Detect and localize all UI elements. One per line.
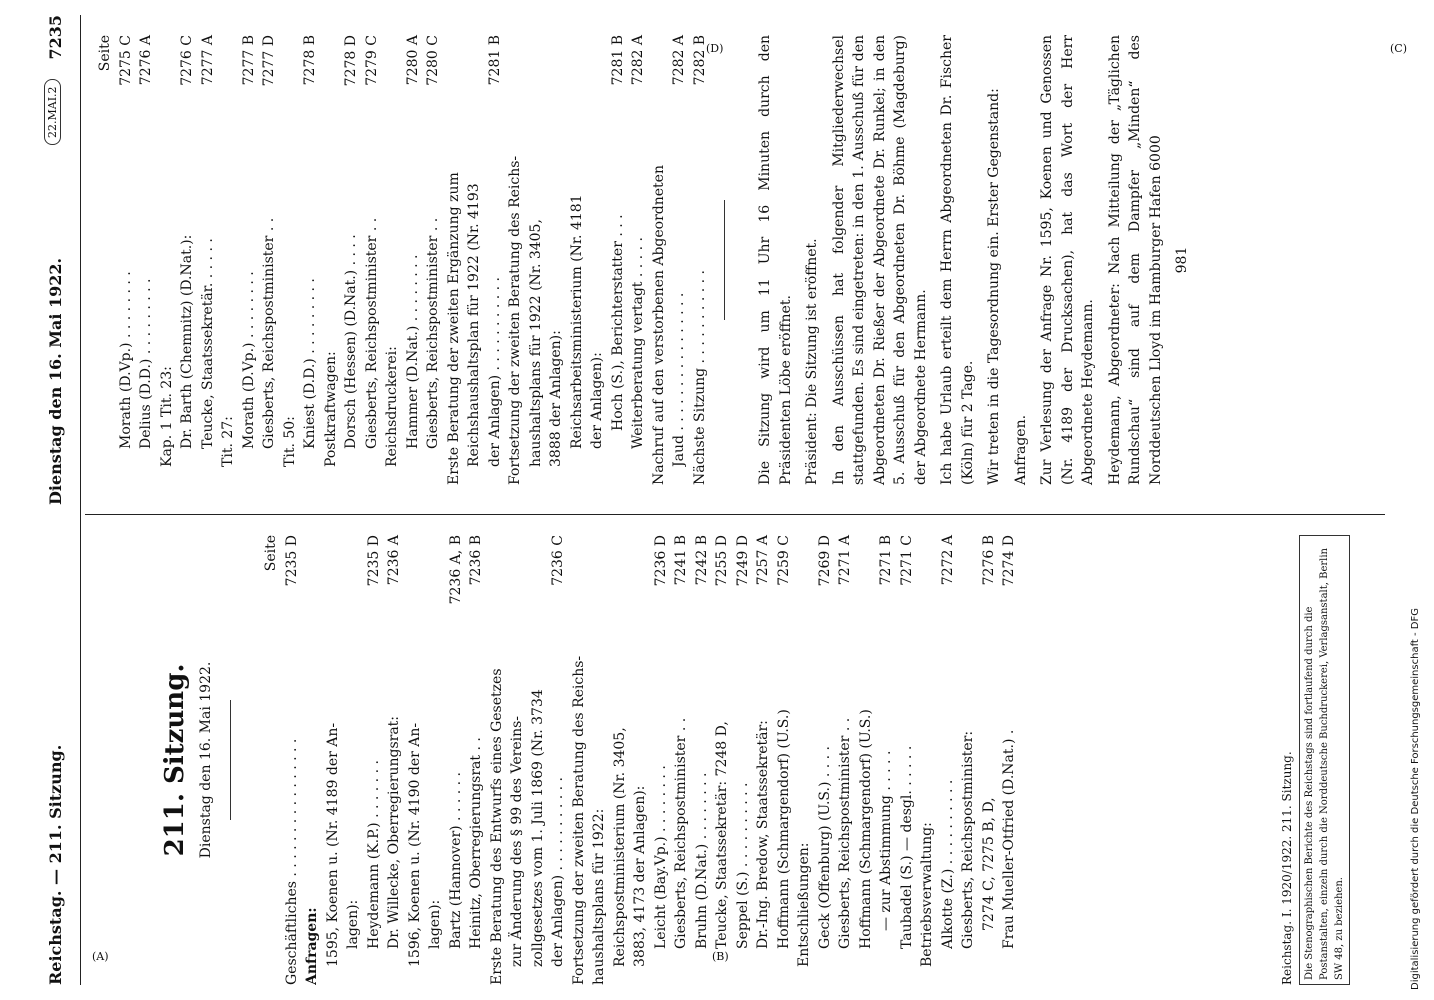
toc-entry: Giesberts, Reichspostminister: xyxy=(960,730,976,949)
toc-row xyxy=(239,35,260,485)
toc-page-ref: 7235 D xyxy=(365,535,382,587)
margin-letter-d: (D) xyxy=(706,42,724,55)
session-paragraph: Zur Verlesung der Anfrage Nr. 1595, Koenen und Genossen (Nr. 4189 der Drucksachen), hat das Wort der Herr Abgeordnete Heydemann. xyxy=(1039,35,1096,485)
toc-page-ref xyxy=(567,35,588,41)
toc-entry: Bruhn (D.Nat.) . . . . . . . . xyxy=(693,772,710,949)
toc-page-ref: 7276 A xyxy=(138,35,154,86)
toc-entry: Delius (D.D.) . . . . . . . . . xyxy=(138,278,154,449)
toc-row xyxy=(999,535,1020,985)
toc-entry: Heinitz, Oberregierungsrat . . xyxy=(468,737,484,949)
toc-page-ref xyxy=(302,535,323,541)
toc-row xyxy=(835,535,856,985)
session-paragraph: Die Sitzung wird um 11 Uhr 16 Minuten durch den Präsidenten Löbe eröffnet. xyxy=(757,35,794,485)
toc-page-ref: 7274 D xyxy=(1001,535,1017,587)
toc-page-ref xyxy=(526,35,547,41)
toc-row xyxy=(608,35,629,485)
page-number-bottom: 981 xyxy=(1174,246,1190,274)
toc-row xyxy=(136,35,157,485)
toc-entry: Anfragen: xyxy=(304,907,320,985)
toc-entry: Postkraftwagen: xyxy=(322,351,339,467)
toc-row xyxy=(649,35,670,485)
toc-page-ref: 7275 C xyxy=(117,35,134,86)
toc-page-ref: 7278 D xyxy=(343,35,359,87)
toc-page-ref xyxy=(464,35,485,41)
toc-page-ref: 7271 B xyxy=(878,535,894,586)
document-page xyxy=(40,15,1370,985)
toc-page-ref xyxy=(528,535,549,541)
toc-entry: Giesberts, Reichspostminister . . xyxy=(673,717,689,949)
toc-entry: Tit. 50: xyxy=(281,416,298,467)
session-paragraph: Heydemann, Abgeordneter: Nach Mitteilung der „Täglichen Rundschau“ sind auf dem Dampfer „Minden“ des Norddeutschen Lloyd im Hamburger Hafen 6000 xyxy=(1106,35,1164,485)
toc-page-ref: 7276 B xyxy=(980,535,997,586)
toc-entry: — zur Abstimmung . . . . . xyxy=(878,750,894,931)
toc-entry: Dr. Willecke, Oberregierungsrat: xyxy=(386,715,402,949)
toc-row xyxy=(444,35,465,485)
toc-entry: Kap. 1 Tit. 23: xyxy=(158,366,175,467)
toc-row xyxy=(464,35,485,485)
session-paragraph: Anfragen. xyxy=(1012,414,1029,485)
toc-entry: Frau Mueller-Otfried (D.Nat.) . xyxy=(1001,729,1017,949)
toc-row xyxy=(610,535,631,985)
toc-page-ref: 7255 D xyxy=(714,535,730,587)
toc-entry: 1595, Koenen u. (Nr. 4189 der An- xyxy=(324,722,341,967)
session-title: 211. Sitzung. xyxy=(160,663,190,857)
divider-right xyxy=(724,200,725,320)
toc-entry: Jaud . . . . . . . . . . . . . . . . xyxy=(671,292,687,467)
toc-page-ref: 7277 D xyxy=(261,35,277,87)
received-stamp: 22.MAI.2 xyxy=(44,79,61,145)
session-paragraph: Ich habe Urlaub erteilt dem Herrn Abgeordneten Dr. Fischer (Köln) für 2 Tage. xyxy=(939,35,976,485)
toc-entry: Giesberts, Reichspostminister . . xyxy=(837,717,853,949)
toc-row xyxy=(651,535,672,985)
left-column xyxy=(95,535,1020,985)
toc-row xyxy=(403,35,424,485)
toc-page-ref xyxy=(405,535,426,541)
toc-row xyxy=(569,535,590,985)
margin-letter-b: (B) xyxy=(712,950,729,963)
toc-row xyxy=(177,35,198,485)
table-of-contents-left xyxy=(282,535,1020,985)
toc-page-ref xyxy=(218,35,239,41)
toc-entry: Reichsarbeitsministerium (Nr. 4181 xyxy=(568,194,585,449)
toc-page-ref: 7280 A xyxy=(404,35,421,86)
toc-entry: Seppel (S.) . . . . . . . . . . xyxy=(734,782,751,949)
toc-page-ref: 7259 C xyxy=(775,535,792,586)
toc-page-ref xyxy=(649,35,670,41)
toc-row xyxy=(362,35,383,485)
toc-page-ref: 7236 A xyxy=(386,535,402,586)
toc-entry: Hammer (D.Nat.) . . . . . . . . xyxy=(404,254,421,449)
toc-entry: Taubadel (S.) — desgl. . . . . . xyxy=(898,745,915,949)
toc-row xyxy=(282,535,303,985)
toc-row xyxy=(528,535,549,985)
header-rule xyxy=(80,15,81,985)
toc-entry: Giesberts, Reichspostminister . . xyxy=(363,217,380,449)
footer-notice: Die Stenographischen Berichte des Reichstags sind fortlaufend durch die Postanstalten, einzeln durch die Norddeutsche Buchdruckerei, Verlagsanstalt, Berlin SW 48, zu beziehen. xyxy=(1299,535,1350,985)
toc-page-ref: 7281 B xyxy=(486,35,503,86)
toc-entry: 3888 der Anlagen): xyxy=(548,330,564,467)
toc-page-ref xyxy=(917,535,938,541)
toc-page-ref: 7236 C xyxy=(550,535,566,586)
toc-entry: Nachruf auf den verstorbenen Abgeordneten xyxy=(650,165,667,485)
toc-entry: der Anlagen) . . . . . . . . . . . xyxy=(550,777,566,967)
toc-entry: der Anlagen): xyxy=(589,352,605,449)
toc-entry: Morath (D.Vp.) . . . . . . . . xyxy=(117,271,134,449)
toc-row xyxy=(733,535,754,985)
toc-page-ref xyxy=(382,35,403,41)
toc-page-ref xyxy=(569,535,590,541)
toc-entry: Entschließungen: xyxy=(796,842,812,967)
toc-page-ref: 7236 A, B xyxy=(447,535,464,605)
footer-line: Reichstag. I. 1920/1922. 211. Sitzung. xyxy=(1280,751,1294,985)
toc-entry: Giesberts, Reichspostminister . . xyxy=(261,217,277,449)
session-paragraph: Präsident: Die Sitzung ist eröffnet. xyxy=(804,238,820,485)
toc-row xyxy=(567,35,588,485)
toc-entry: Hoffmann (Schmargendorf) (U.S.) xyxy=(857,709,874,949)
page-footer xyxy=(1280,535,1350,985)
toc-row xyxy=(548,535,569,985)
toc-page-ref: 7269 D xyxy=(816,535,833,587)
toc-row xyxy=(198,35,219,485)
toc-entry: Geschäftliches . . . . . . . . . . . . . . . . xyxy=(283,738,300,985)
session-text xyxy=(755,35,1166,485)
toc-entry: 3883, 4173 der Anlagen): xyxy=(632,785,648,967)
toc-entry: Morath (D.Vp.) . . . . . . . . xyxy=(240,271,257,449)
toc-row xyxy=(546,35,567,485)
toc-row xyxy=(712,535,733,985)
toc-entry: Tit. 27: xyxy=(220,416,236,467)
digitization-text: Digitalisierung gefördert durch die Deutsche Forschungsgemeinschaft - DFG xyxy=(1410,607,1421,990)
toc-row xyxy=(856,535,877,985)
toc-page-ref xyxy=(280,35,301,41)
toc-page-ref: 7236 B xyxy=(468,535,484,586)
toc-row xyxy=(157,35,178,485)
toc-row xyxy=(218,35,239,485)
toc-entry: Teucke, Staatssekretär. . . . . . xyxy=(199,238,216,449)
toc-row xyxy=(669,35,690,485)
header-left: Reichstag. — 211. Sitzung. xyxy=(46,744,65,985)
toc-entry: Reichshaushaltsplan für 1922 (Nr. 4193 xyxy=(466,183,482,467)
toc-row xyxy=(526,35,547,485)
toc-page-ref: 7281 B xyxy=(609,35,626,86)
toc-page-ref xyxy=(343,535,364,541)
column-divider xyxy=(85,514,1385,515)
toc-row xyxy=(116,35,137,485)
toc-entry: Erste Beratung des Entwurfs eines Gesetzes xyxy=(488,668,505,985)
toc-page-ref: 7282 B xyxy=(691,35,708,86)
toc-page-ref: 7277 A xyxy=(199,35,216,86)
toc-entry: Hoffmann (Schmargendorf) (U.S.) xyxy=(775,709,792,949)
toc-row xyxy=(405,535,426,985)
toc-row xyxy=(630,535,651,985)
toc-entry: lagen): xyxy=(345,899,361,949)
toc-page-ref xyxy=(587,35,608,41)
toc-row xyxy=(423,35,444,485)
right-column xyxy=(95,35,1193,485)
toc-row xyxy=(384,535,405,985)
toc-entry: Leicht (Bay.Vp.) . . . . . . . . xyxy=(652,765,669,949)
toc-row xyxy=(753,535,774,985)
toc-entry: Reichspostministerium (Nr. 3405, xyxy=(611,727,628,967)
toc-row xyxy=(343,535,364,985)
toc-page-ref: 7242 B xyxy=(693,535,710,586)
session-paragraph: In den Ausschüssen hat folgender Mitgliederwechsel stattgefunden. Es sind eingetreten: in den 1. Ausschuß für den Abgeordneten Dr. Rießer der Abgeordnete Dr. Runkel; in den 5. Ausschuß für den Abgeordneten Dr. Böhme (Magdeburg) der Abgeordnete Hermann. xyxy=(830,35,929,485)
toc-entry: Nächste Sitzung . . . . . . . . . . . xyxy=(691,270,708,485)
seite-label: Seite xyxy=(263,535,279,572)
toc-page-ref xyxy=(589,535,610,541)
toc-row xyxy=(692,535,713,985)
toc-entry: haushaltsplans für 1922: xyxy=(591,808,607,985)
toc-row xyxy=(505,35,526,485)
toc-entry: Hoch (S.), Berichterstatter . . . xyxy=(609,214,626,431)
toc-page-ref: 7271 C xyxy=(898,535,915,586)
toc-row xyxy=(938,535,959,985)
toc-row xyxy=(280,35,301,485)
toc-page-ref xyxy=(505,35,526,41)
toc-page-ref: 7235 D xyxy=(283,535,300,587)
toc-row xyxy=(485,35,506,485)
toc-page-ref xyxy=(546,35,567,41)
toc-row xyxy=(446,535,467,985)
divider xyxy=(230,700,231,820)
toc-row xyxy=(323,535,344,985)
toc-entry: Fortsetzung der zweiten Beratung des Reichs- xyxy=(570,655,587,985)
toc-entry: Reichsdruckerei: xyxy=(384,346,400,467)
toc-row xyxy=(341,35,362,485)
toc-entry: zollgesetzes vom 1. Juli 1869 (Nr. 3734 xyxy=(529,689,546,967)
toc-entry: Weiterberatung vertagt . . . . . xyxy=(630,237,646,449)
toc-page-ref: 7236 D xyxy=(652,535,669,587)
toc-entry: Geck (Offenburg) (U.S.) . . . . xyxy=(816,745,833,949)
toc-entry: lagen): xyxy=(427,899,443,949)
toc-entry: Betriebsverwaltung: xyxy=(919,822,935,967)
toc-entry: Heydemann (K.P.) . . . . . . . xyxy=(365,760,382,949)
toc-page-ref: 7249 D xyxy=(734,535,751,587)
toc-page-ref: 7257 A xyxy=(755,535,771,586)
toc-page-ref xyxy=(487,535,508,541)
toc-page-ref: 7271 A xyxy=(837,535,853,586)
toc-row xyxy=(690,35,711,485)
toc-row xyxy=(671,535,692,985)
toc-entry: Erste Beratung der zweiten Ergänzung zum xyxy=(445,172,462,485)
toc-entry: 1596, Koenen u. (Nr. 4190 der An- xyxy=(406,722,423,967)
toc-entry: Alkotte (Z.) . . . . . . . . . . xyxy=(939,779,956,949)
toc-row xyxy=(958,535,979,985)
toc-page-ref xyxy=(958,535,979,541)
toc-row xyxy=(628,35,649,485)
toc-page-ref: 7282 A xyxy=(671,35,687,86)
header-center: Dienstag den 16. Mai 1922. xyxy=(46,257,65,505)
toc-entry: Dr.-Ing. Bredow, Staatssekretär: xyxy=(755,720,771,949)
digitization-note xyxy=(1410,10,1430,990)
toc-row xyxy=(897,535,918,985)
toc-entry: Fortsetzung der zweiten Beratung des Reichs- xyxy=(507,155,523,485)
session-paragraph: Wir treten in die Tagesordnung ein. Erster Gegenstand: xyxy=(986,88,1002,485)
toc-entry: Kniest (D.D.) . . . . . . . . . xyxy=(302,278,318,449)
toc-row xyxy=(815,535,836,985)
toc-entry: haushaltsplans für 1922 (Nr. 3405, xyxy=(527,219,544,467)
toc-row xyxy=(794,535,815,985)
session-date: Dienstag den 16. Mai 1922. xyxy=(197,661,214,859)
toc-row xyxy=(425,535,446,985)
seite-label-right: Seite xyxy=(97,35,113,72)
toc-page-ref xyxy=(856,535,877,541)
toc-page-ref xyxy=(444,35,465,41)
toc-row xyxy=(774,535,795,985)
toc-page-ref: 7282 A xyxy=(630,35,646,86)
toc-page-ref xyxy=(630,535,651,541)
toc-page-ref: 7241 B xyxy=(673,535,689,586)
toc-entry: 7274 C, 7275 B, D, xyxy=(980,797,997,931)
toc-page-ref: 7280 C xyxy=(425,35,441,86)
toc-page-ref: 7276 C xyxy=(179,35,195,86)
toc-page-ref xyxy=(157,35,178,41)
toc-page-ref: 7277 B xyxy=(240,35,257,86)
margin-letter-c: (C) xyxy=(1390,42,1407,55)
table-of-contents-right xyxy=(116,35,711,485)
toc-page-ref xyxy=(321,35,342,41)
toc-row xyxy=(589,535,610,985)
toc-entry: Dr. Barth (Chemnitz) (D.Nat.): xyxy=(179,234,195,449)
toc-row xyxy=(300,35,321,485)
toc-page-ref xyxy=(425,535,446,541)
toc-row xyxy=(302,535,323,985)
toc-page-ref: 7272 A xyxy=(939,535,956,586)
toc-entry: Dorsch (Hessen) (D.Nat.) . . . . xyxy=(343,234,359,449)
toc-row xyxy=(466,535,487,985)
toc-entry: Teucke, Staatssekretär: 7248 D, xyxy=(714,721,730,949)
toc-entry: zur Änderung des § 99 des Vereins- xyxy=(509,715,525,967)
page-header xyxy=(40,15,74,985)
toc-page-ref xyxy=(507,535,528,541)
toc-row xyxy=(364,535,385,985)
toc-row xyxy=(487,535,508,985)
toc-page-ref xyxy=(794,535,815,541)
toc-row xyxy=(876,535,897,985)
toc-row xyxy=(382,35,403,485)
toc-entry: Giesberts, Reichspostminister . . xyxy=(425,217,441,449)
toc-row xyxy=(259,35,280,485)
toc-page-ref: 7278 B xyxy=(302,35,318,86)
toc-entry: der Anlagen) . . . . . . . . . . . xyxy=(486,277,503,467)
toc-entry: Bartz (Hannover) . . . . . . xyxy=(447,771,464,949)
toc-page-ref xyxy=(323,535,344,541)
toc-row xyxy=(587,35,608,485)
toc-row xyxy=(321,35,342,485)
toc-page-ref: 7279 C xyxy=(363,35,380,86)
margin-letter-a: (A) xyxy=(92,950,109,963)
toc-row xyxy=(507,535,528,985)
header-page-number: 7235 xyxy=(46,15,65,60)
toc-row xyxy=(979,535,1000,985)
toc-page-ref xyxy=(610,535,631,541)
toc-row xyxy=(917,535,938,985)
